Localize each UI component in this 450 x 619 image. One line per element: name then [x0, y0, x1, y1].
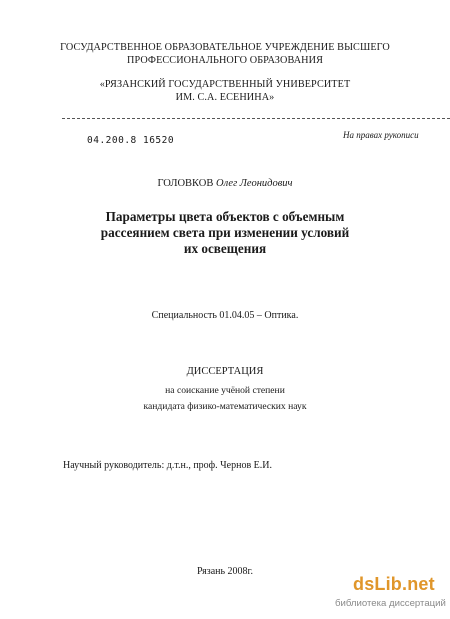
author-surname: ГОЛОВКОВ: [157, 178, 214, 189]
degree-line-2: кандидата физико-математических наук: [143, 401, 307, 412]
institution-line-2: ПРОФЕССИОНАЛЬНОГО ОБРАЗОВАНИЯ: [127, 55, 323, 66]
dslib-watermark-logo: [335, 574, 447, 616]
separator-line: [62, 118, 450, 119]
author-given-names: Олег Леонидович: [216, 178, 293, 189]
title-line-3: их освещения: [183, 241, 267, 256]
city-year: Рязань 2008г.: [196, 566, 254, 577]
rights-note: На правах рукописи: [343, 130, 419, 140]
author-name: [0, 178, 450, 189]
degree-heading: ДИССЕРТАЦИЯ: [186, 366, 264, 377]
title-line-1: Параметры цвета объектов с объемным: [105, 209, 345, 224]
watermark-brand: dsLib.net: [353, 574, 435, 594]
university-line-1: «РЯЗАНСКИЙ ГОСУДАРСТВЕННЫЙ УНИВЕРСИТЕТ: [99, 79, 351, 90]
specialty: Специальность 01.04.05 – Оптика.: [151, 310, 299, 321]
watermark-tagline: библиотека диссертаций: [335, 598, 446, 609]
advisor: Научный руководитель: д.т.н., проф. Чернов Е.И.: [63, 460, 272, 471]
institution-line-1: ГОСУДАРСТВЕННОЕ ОБРАЗОВАТЕЛЬНОЕ УЧРЕЖДЕНИЕ ВЫСШЕГО: [60, 42, 390, 53]
archive-stamp: 04.200.8 16520: [87, 135, 175, 146]
university-line-2: ИМ. С.А. ЕСЕНИНА»: [175, 92, 275, 103]
degree-line-1: на соискание учёной степени: [165, 385, 285, 396]
title-line-2: рассеянием света при изменении условий: [100, 225, 350, 240]
